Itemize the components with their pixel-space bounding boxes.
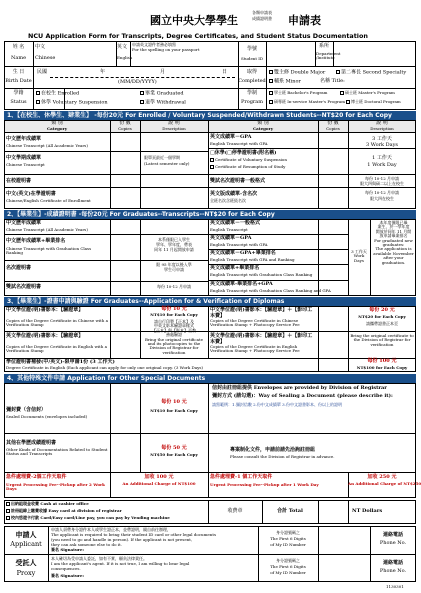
s1-row-english-gpa-en: English Transcript with GPA: [210, 141, 268, 146]
s2-row-english-gpa-rank-en: English Transcript with GPA and Ranking: [210, 257, 295, 262]
inservice-checkbox[interactable]: 碩專班 In-service Master's Program: [269, 100, 345, 104]
bachelor-checkbox[interactable]: 學士班 Bachelor's Program: [269, 91, 327, 95]
s3-row-chinese-copy-en: Copies of the Degree Certificate in Chinese with a Verification Stamp: [6, 318, 109, 328]
checkbox-icon: [140, 91, 144, 95]
s2-row-ranking-cert: 名次證明書: [6, 265, 32, 271]
s4-row1-price-en: NT$10 for Each Copy: [150, 408, 198, 413]
s3-row-chinese-copy-fee-en: Copies of the Degree Certificate in Chinese Verification Stamp + Photocopy Service Fee: [210, 318, 300, 328]
payment-vending-option[interactable]: 校內悠遊卡付款 Card/Easy card/Line pay, you can pay by Vending machine: [6, 516, 206, 520]
total-currency: NT Dollars: [352, 508, 383, 514]
obtain-label-en: Completed: [238, 78, 266, 84]
checkbox-icon: [36, 100, 40, 104]
section3-bar: 3、【畢業生】-證書申請與驗證 For Graduates--Application for & Verification of Diplomas: [4, 297, 416, 306]
second-specialty-checkbox[interactable]: 第二專長 Second Specialty: [336, 70, 406, 76]
birth-roc-label: 民國: [37, 69, 48, 75]
s4-row1-note-3: 請寫範例：1.彌封信數 2.份中文成績單 3.份中文證書影本、份以上的證明: [212, 402, 342, 407]
s2-row-ranking-transcript-en: Chinese Transcript with Graduation Class Ranking: [6, 246, 92, 256]
s2-right-note: after your: [383, 255, 404, 261]
s3-row-chinese-copy: 中文學位證(明)書影本：【驗證章】: [6, 307, 84, 313]
s3-mid-note: 務處驗證: [166, 332, 182, 338]
proxy-label-zh: 受託人: [15, 558, 37, 567]
urgent-1day-fee: 加收 250 元: [367, 474, 397, 480]
s1-suspension-checkbox[interactable]: Certificate of Voluntary Suspension: [210, 158, 287, 162]
s3-row-english-copy-en: Copies of the Degree Certificate in English with a Verification Stamp: [6, 344, 107, 354]
s1-row-enrollment-cert: 中文(英文)在學證明書: [6, 191, 56, 197]
applicant-signature-label: 簽名 Signature:: [51, 547, 84, 552]
dept-label-zh: 系所: [318, 43, 329, 49]
payment-stamp-label: 收費章: [227, 508, 243, 514]
s1-ranking-note-2: 限大四與碩二以上在校生: [360, 181, 404, 186]
s1-h-copies-zh: 份 數: [119, 120, 131, 126]
name-label-zh: 姓 名: [12, 44, 25, 50]
s1-work-days-zh: 3 工作天: [372, 136, 392, 142]
s3-mid-note: 請自行印製【正本】及: [154, 319, 194, 324]
proxy-text-1: 本人確切為受申請人委託，如有不實，願負法律責任。: [51, 556, 147, 561]
s2-row-chinese-transcript-en: Chinese Transcript (All Academic Years): [6, 227, 88, 232]
s2-right-note: graduation.: [381, 259, 406, 265]
section2-bar: 2、【畢業生】-成績證明書 -每份20元 For Graduates--Transcripts--NT$20 for Each Copy: [4, 210, 416, 219]
english-label-en: English: [117, 55, 133, 60]
urgent-2day-fee-en: An Additional Charge of NT$100: [122, 481, 196, 486]
s3-mid-notes: [141, 320, 207, 355]
checkbox-icon: [6, 516, 10, 520]
s3-price-left-en: NT$10 for Each Copy: [150, 312, 198, 317]
proxy-text-2: I am the applicant's agent. If it is not true, I am willing to bear legal: [51, 561, 190, 566]
applicant-id-field[interactable]: [320, 528, 368, 552]
s4-row1-price: 每份 10 元: [161, 399, 187, 405]
s2-right-note: The application is: [375, 246, 412, 252]
birth-format: (MM/DD/YYYY): [118, 79, 157, 85]
s2-row-english-gpa: 英文成績單－GPA: [210, 235, 252, 241]
s3-mid-note: Bring the original certificate: [145, 336, 203, 342]
s2-row-english-gpa-rank: 英文成績單－GPA+畢業排名: [210, 250, 276, 256]
checkbox-icon: [210, 158, 214, 162]
urgent-1day-label: 急件處理費-1 個工作天取件: [210, 474, 273, 480]
english-note-2: For the spelling on your passport: [132, 47, 200, 52]
s2-note-6: 每份 10-12 月申請: [156, 284, 192, 289]
birth-day-field[interactable]: [170, 70, 210, 77]
s1-resumption-checkbox[interactable]: Certificate of Resumption of Study: [210, 165, 285, 169]
name-label-en: Name: [10, 55, 27, 61]
s1-row-english-gpa: 英文成績單－GPA: [210, 134, 252, 140]
s1-semester-note-en: (Latest semester only): [144, 161, 190, 166]
student-id-label-zh: 學號: [246, 46, 257, 52]
s2-right-note: available November: [373, 250, 414, 256]
doctoral-checkbox[interactable]: 博士班 Doctoral Program: [346, 100, 401, 104]
s2-right-note: 放申請畢業排名: [379, 233, 408, 239]
sealing-method-field[interactable]: [212, 410, 412, 430]
title-note-2: 成績證明書: [252, 16, 272, 21]
s1-work-day-zh: 1 工作天: [372, 155, 392, 161]
applicant-phone-en: Phone No.: [379, 540, 407, 546]
status-label-en: Status: [10, 99, 27, 105]
s1-row-suspension-cert: □休學(□停學證明書(附名稱): [210, 150, 277, 156]
birth-label-zh: 生 日: [12, 69, 25, 75]
s1-h-category-zh: 類 別: [51, 120, 63, 126]
applicant-text-4: they can ask someone else to do it.: [51, 542, 122, 547]
chinese-label-en: Chinese: [35, 55, 56, 61]
proxy-id-en1: The First 6 Digits: [270, 564, 306, 569]
applicant-text-2: The applicant is required to bring their student ID card or other legal documents: [51, 532, 217, 537]
student-id-label-en: Student ID: [240, 56, 264, 61]
s1-h-copies-zh-2: 份 數: [327, 120, 339, 126]
s2-right-notes: [372, 221, 415, 265]
s3-price-right-en: NT$20 for Each Copy: [358, 314, 406, 319]
s3-row-english-copy-fee: 英文學位證(明)書影本：【驗證章】＋【影印工本費】: [210, 333, 313, 345]
proxy-signature-field[interactable]: [90, 572, 250, 580]
proxy-signature-label: 簽名 Signature:: [51, 573, 84, 578]
s1-h-category-en: Category: [46, 126, 68, 131]
s3-mid-note: and its photocopies to the: [147, 340, 201, 346]
form-title-suffix: 申請表: [288, 14, 321, 27]
s1-row-semester-transcript: 中文學期成績單: [6, 155, 42, 161]
proxy-label-en: Proxy: [16, 569, 36, 577]
urgent-2day-fee: 加收 100 元: [144, 474, 174, 480]
applicant-id-en1: The First 6 Digits: [270, 536, 306, 541]
s1-row-chinese-transcript-en: Chinese Transcript (All Academic Years): [6, 143, 88, 148]
applicant-label-zh: 申請人: [15, 530, 37, 539]
graduated-checkbox[interactable]: 畢業 Graduated: [140, 91, 184, 97]
s3-price-right: 每份 20 元: [369, 307, 395, 313]
program-label-zh: 學制: [246, 90, 257, 96]
checkbox-icon: [269, 100, 273, 104]
s3-mid-note: Division of Registrar for: [149, 345, 199, 351]
s2-row-english-gpa-en: English Transcript with GPA: [210, 242, 268, 247]
s2-row-english-rank: 英文成績單+畢業排名: [210, 265, 260, 271]
withdrawal-checkbox[interactable]: 退學 Withdrawal: [140, 100, 186, 106]
checkbox-icon: [346, 100, 350, 104]
checkbox-icon: [340, 91, 344, 95]
s1-ranking-note-1: 每份 10-12 月申請: [364, 176, 400, 181]
applicant-id-zh: 身分證號碼之: [276, 530, 300, 535]
s2-row-english: 英文成績單－一般格式: [210, 220, 261, 226]
s4-row-sealed: 彌封費（含信封）: [6, 407, 47, 413]
s2-note-5: 學生可申請: [164, 267, 184, 272]
s3-mid-note: verification: [162, 349, 186, 355]
applicant-label-en: Applicant: [10, 540, 42, 548]
s1-row-ranking-english-en: 全班名次含班級名次: [210, 198, 246, 203]
s2-row-english-rank-en: English Transcript with Graduation Class Ranking: [210, 272, 313, 277]
applicant-text-3: (you need to go and handle in person). If the applicant is not present,: [51, 537, 193, 542]
s4-row-other: 其他在學歷成績證明書: [6, 440, 57, 446]
obtain-label-zh: 取得: [246, 69, 257, 75]
total-label: 合計 Total: [277, 508, 303, 514]
s1-h-desc-en: Description: [162, 126, 186, 131]
s2-row-ranking-transcript: 中文歷年成績單+畢業排名: [6, 238, 66, 244]
s2-work-days: 3 工作天 Work Days: [351, 249, 367, 263]
s2-row-english-rank-gpa: 英文成績單-畢業排名+GPA: [210, 281, 273, 287]
proxy-text-3: consequences.: [51, 566, 81, 571]
english-label-zh: 英文: [117, 44, 128, 50]
s2-row-chinese-transcript: 中文歷年成績單: [6, 220, 42, 226]
checkbox-icon: [140, 100, 144, 104]
total-amount-field[interactable]: [320, 503, 346, 521]
applicant-id-en2: of My ID Number: [270, 542, 306, 547]
checkbox-icon: [210, 165, 214, 169]
s2-right-note: 本年度僅限已畢: [379, 220, 408, 225]
s1-h-category-zh-2: 類 別: [257, 120, 269, 126]
s4-row2-price-en: NT$50 for Each Copy: [150, 452, 198, 457]
applicant-signature-field[interactable]: [90, 546, 250, 553]
proxy-id-en2: of My ID Number: [270, 570, 306, 575]
form-subtitle: NCU Application Form for Transcripts, Degree Certificates, and Student Status Documentation: [28, 32, 368, 40]
s4-row2-price: 每份 50 元: [161, 445, 187, 451]
s4-row2-note-2: Please consult the Division of Registrar in advance.: [230, 454, 335, 459]
s1-semester-note: 限單頁最近一個學期: [144, 155, 180, 160]
s4-row-sealed-en: Sealed Documents (envelopes included): [6, 414, 88, 419]
s4-row1-note-1: 信封由註冊組提供 Envelopes are provided by Division of Registrar: [212, 385, 387, 391]
s1-row-enrollment-cert-en: Chinese/English Certificate of Enrollment: [6, 198, 91, 203]
chinese-name-field[interactable]: [56, 46, 114, 60]
checkbox-icon: [269, 91, 273, 95]
program-label-en: Program: [240, 99, 264, 105]
s3-right-note-2: Bring the original certificate to the Division of Registrar for verification: [350, 333, 414, 347]
checkbox-icon: [36, 91, 40, 95]
s2-note-3: 同年 11 月起開放申請: [154, 247, 194, 252]
payment-easycard-option[interactable]: 註冊組線上繳費收據 Easy card at division of registrar: [6, 509, 122, 513]
english-note: 申請英文證件者務必填寫: [132, 42, 176, 47]
urgent-1day-fee-en: An Additional Charge of NT$250: [348, 481, 421, 486]
dept-field[interactable]: [335, 44, 414, 64]
s1-row-ranking-english: 英文版成績單-含名次: [210, 191, 258, 197]
s1-h-desc-zh: 說 明: [168, 120, 180, 126]
applicant-phone-zh: 連絡電話: [382, 532, 403, 538]
proxy-id-zh: 身分證號碼之: [276, 558, 300, 563]
enrolled-checkbox[interactable]: 在校生 Enrolled: [36, 91, 79, 97]
birth-month-field[interactable]: [110, 70, 150, 77]
s1-row-chinese-transcript: 中文歷年成績單: [6, 136, 42, 142]
s1-ranking-note-3: 每份 10-12 月申請: [364, 190, 400, 195]
section4-bar: 4、其他特殊文件申請 Application for Other Special Documents: [4, 374, 416, 383]
s2-right-note: For graduated new: [374, 237, 413, 243]
s2-row-english-en: English Transcript: [210, 227, 248, 232]
s1-row-ranking-general: 雙試名次證明書一般格式: [210, 178, 266, 184]
title-label: 名稱 Title:: [320, 78, 345, 84]
title-note-1: 各類申請表: [252, 10, 272, 15]
applicant-text-1: 申請人須帶身分證件本人或學生證正本，並帶證明，親自前往辦理，: [51, 527, 171, 532]
s2-row-double-ranking: 雙試名次證明書: [6, 284, 42, 290]
checkbox-icon: [269, 70, 273, 74]
proxy-id-field[interactable]: [320, 556, 368, 580]
s2-right-note: 業生，於一學年度: [377, 224, 410, 230]
s4-row2-note-1: 專案制化文件，申請前請先洽詢註冊組: [230, 447, 316, 453]
form-code: 1130301: [386, 584, 404, 589]
checkbox-icon: [6, 502, 10, 506]
s3-row-english-copy-fee-en: Copies of the Degree Certificate in English Verification Stamp + Photocopy Service Fee: [210, 344, 300, 354]
s1-h-copies-en-2: Copies: [326, 126, 340, 131]
birth-label-en: Birth Date: [5, 78, 32, 84]
suspension-checkbox[interactable]: 休學 Voluntary Suspension: [36, 100, 108, 106]
s1-h-desc-zh-2: 說 明: [376, 120, 388, 126]
birth-day-label: 日: [222, 69, 228, 75]
s2-note-2: 學年、學年度，帶表: [156, 242, 192, 247]
checkbox-icon: [6, 509, 10, 513]
s2-right-note: 開放於同年 11 月開: [375, 228, 412, 234]
checkbox-icon: [336, 70, 340, 74]
s3-replace-zh: 學位證明書補發(中/英文)-限申請1份 (3 工作天): [6, 359, 115, 365]
s2-note-4: 限 95 年度以後入學: [156, 262, 192, 267]
student-id-field[interactable]: [268, 44, 313, 64]
checkbox-icon: [269, 79, 273, 83]
s3-mid-note: 【正本】與【影本】至教: [152, 327, 196, 333]
s4-row-other-en: Other Kinds of Documentation Related to Student Status and Transcripts: [6, 447, 108, 457]
dept-label-en: Department /Institute: [316, 51, 341, 61]
s2-right-note: graduates:: [382, 241, 405, 247]
urgent-2day-label: 急件處理費-2個工作天取件: [6, 474, 67, 480]
status-label-zh: 學籍: [13, 90, 24, 96]
double-major-checkbox[interactable]: 雙主修 Double Major: [269, 70, 325, 76]
s3-replace-price: 每份 100 元: [367, 358, 397, 364]
s1-h-category-en-2: Category: [252, 126, 274, 131]
urgent-1day-label-en: Urgent Processing Fee--Pickup after 1 Work Day: [210, 482, 319, 487]
urgent-2day-label-en: Urgent Processing Fee--Pickup after 2 Work Days: [6, 482, 105, 492]
s1-ranking-note-4: 限大四在校生: [370, 196, 394, 201]
s1-row-enrollment: 在校證明書: [6, 178, 32, 184]
s1-h-desc-en-2: Description: [370, 126, 394, 131]
s2-note-1: 本系僅限已入學生: [158, 237, 190, 242]
section1-bar: 1、【在校生、休學生、肄業生】 -每份20元 For Enrolled / Voluntary Suspended/Withdrawn Students--NT$20 for Each Copy: [4, 111, 416, 120]
proxy-phone-en: Phone No.: [379, 568, 407, 574]
s3-row-english-copy: 英文學位證(明)書影本：【驗證章】: [6, 333, 84, 339]
s3-row-chinese-copy-fee: 中文學位證(明)書影本：【驗證章】＋【影印工本費】: [210, 307, 313, 319]
s1-work-day-en: 1 Work Day: [367, 162, 397, 168]
birth-year-field[interactable]: [50, 70, 90, 77]
s3-right-note-1: 請攜帶證書正本至: [366, 321, 398, 326]
s3-replace-en: Degree Certificate in English (Each applicant can apply for only one original copy. (3 Work Days): [6, 365, 203, 370]
payment-cash-option[interactable]: 出納組現金收費 Cash at cashier office: [6, 502, 89, 506]
birth-year-label: 年: [100, 69, 106, 75]
birth-month-label: 月: [160, 69, 166, 75]
master-checkbox[interactable]: 碩士班 Master's Program: [340, 91, 395, 95]
s1-h-copies-en: Copies: [118, 126, 132, 131]
english-name-field[interactable]: [132, 53, 236, 64]
s3-mid-note: 中英文影本驗證章樣式: [154, 323, 194, 329]
s4-row1-note-2: 彌封方式 (請勾選)：Way of Sealing a Document (please describe it):: [212, 393, 393, 399]
s1-row-semester-transcript-en: Chinese Transcript: [6, 162, 45, 167]
s1-work-days-en: 3 Work Days: [366, 142, 398, 148]
s2-row-english-rank-gpa-en: English Transcript with Graduation Class Ranking and GPA: [210, 288, 331, 293]
s3-price-left: 每份 10 元: [161, 306, 187, 312]
chinese-label-zh: 中文: [35, 44, 46, 50]
proxy-phone-zh: 連絡電話: [382, 560, 403, 566]
minor-checkbox[interactable]: 輔系 Minor: [269, 79, 301, 85]
form-title: 國立中央大學學生: [150, 14, 238, 27]
s3-replace-price-en: NT$100 for Each Copy: [356, 365, 408, 370]
